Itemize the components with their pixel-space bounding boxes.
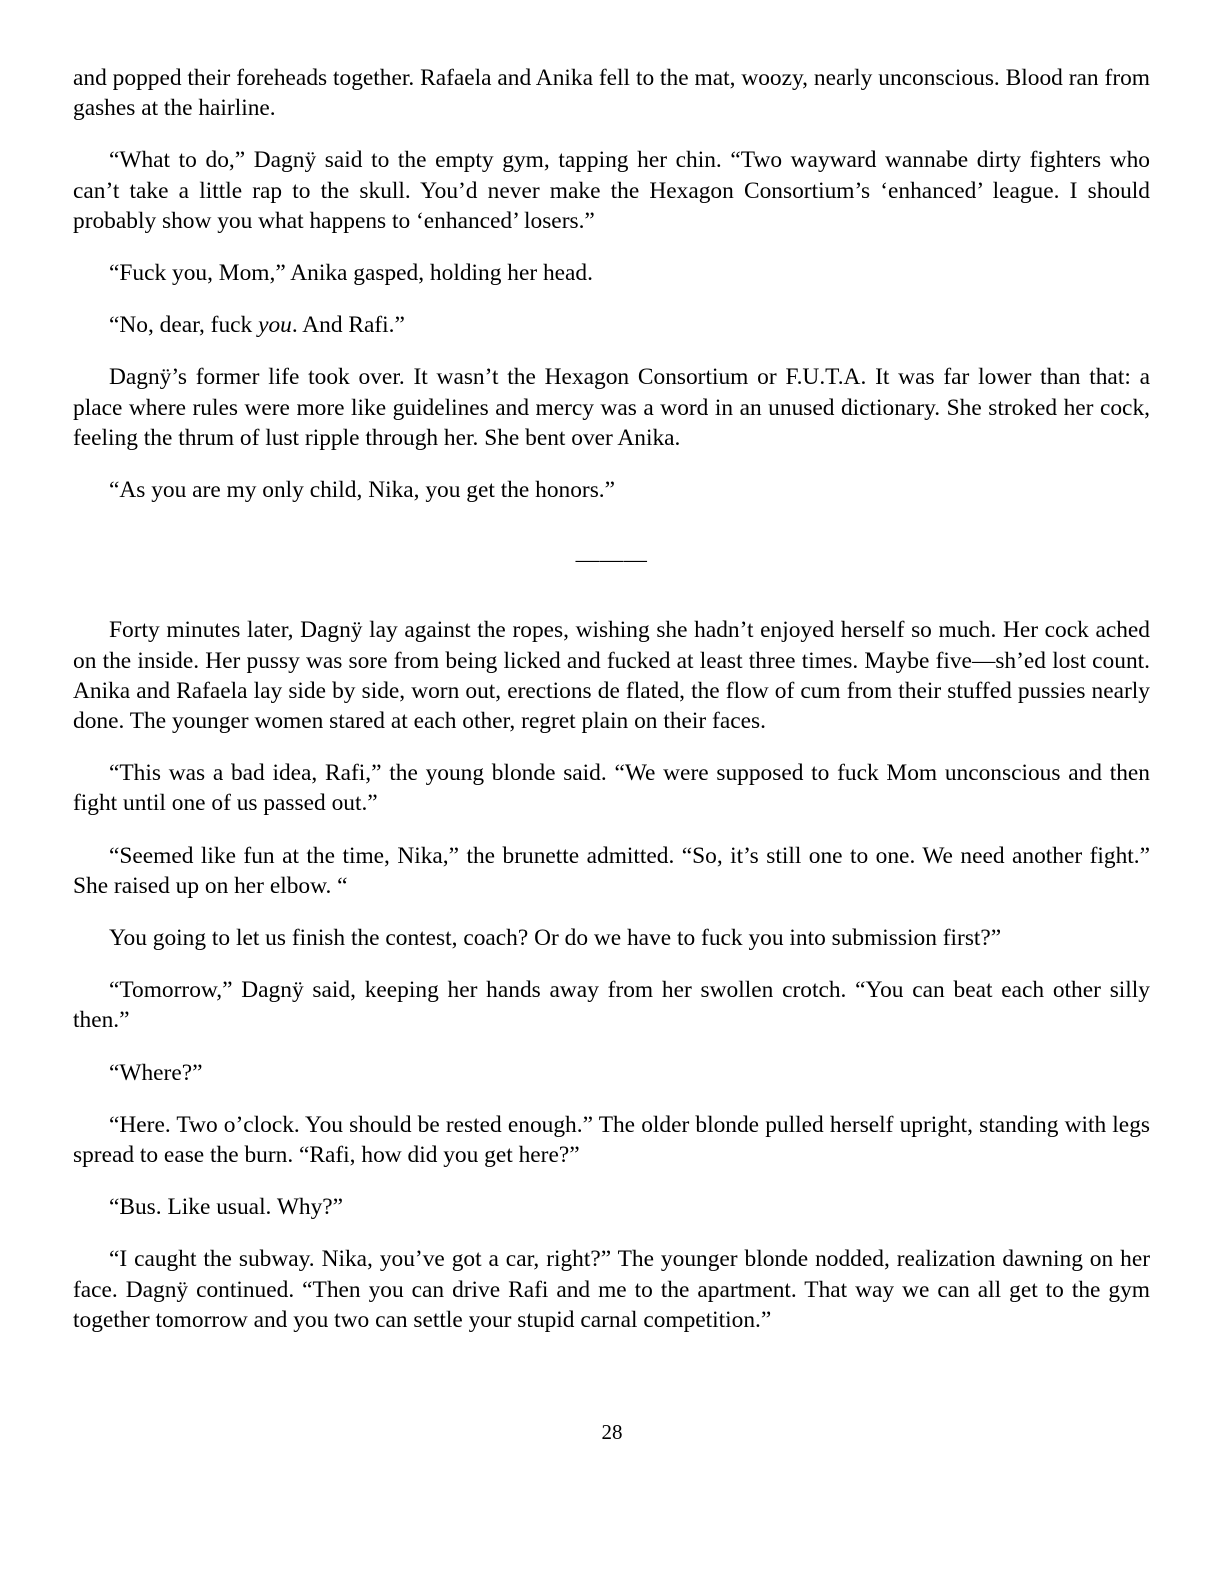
paragraph: You going to let us finish the contest, coach? Or do we have to fuck you into submission first?” <box>109 925 1002 952</box>
body-text-column <box>73 63 1150 1335</box>
paragraph: “Where?” <box>109 1059 203 1086</box>
paragraph-with-emphasis <box>73 310 1150 340</box>
body-block-before-break <box>73 63 1150 505</box>
paragraph: “I caught the subway. Nika, you’ve got a car, right?” The younger blonde nodded, realization dawning on her face. Dagnÿ continued. “Then you can drive Rafi and me to the apartment. That way we can all get to the gym together tomorrow and you two can settle your stupid carnal competition.” <box>73 1246 1150 1333</box>
scene-break-separator <box>73 545 1150 575</box>
paragraph: Forty minutes later, Dagnÿ lay against the ropes, wishing she hadn’t enjoyed herself so much. Her cock ached on the inside. Her pussy was sore from being licked and fucked at least three times. Maybe five—sh’ed lost count. Anika and Rafaela lay side by side, worn out, erections de flated, the flow of cum from their stuffed pussies nearly done. The younger women stared at each other, regret plain on their faces. <box>73 617 1150 735</box>
paragraph: Dagnÿ’s former life took over. It wasn’t the Hexagon Consortium or F.U.T.A. It was far lower than that: a place where rules were more like guidelines and mercy was a word in an unused dictionary. She stroked her cock, feeling the thrum of lust ripple through her. She bent over Anika. <box>73 364 1150 451</box>
scene-break-dashes: ——— <box>575 547 648 574</box>
paragraph: “Fuck you, Mom,” Anika gasped, holding her head. <box>109 260 593 287</box>
paragraph: “Seemed like fun at the time, Nika,” the brunette admitted. “So, it’s still one to one. We need another fight.” She raised up on her elbow. “ <box>73 842 1150 899</box>
body-block-after-break <box>73 615 1150 1335</box>
paragraph: “What to do,” Dagnÿ said to the empty gym, tapping her chin. “Two wayward wannabe dirty fighters who can’t take a little rap to the skull. You’d never make the Hexagon Consortium’s ‘enhanced’ league. I should probably show you what happens to ‘enhanced’ losers.” <box>73 147 1150 234</box>
page-number: 28 <box>601 1420 623 1444</box>
paragraph: “Tomorrow,” Dagnÿ said, keeping her hands away from her swollen crotch. “You can beat each other silly then.” <box>73 977 1150 1034</box>
paragraph: “Bus. Like usual. Why?” <box>109 1194 344 1221</box>
paragraph-segment: “No, dear, fuck <box>109 312 259 339</box>
paragraph: “This was a bad idea, Rafi,” the young blonde said. “We were supposed to fuck Mom unconscious and then fight until one of us passed out.” <box>73 760 1150 817</box>
paragraph-segment: . And Rafi.” <box>291 312 405 339</box>
paragraph: “As you are my only child, Nika, you get the honors.” <box>109 477 616 504</box>
paragraph-segment-italic: you <box>258 312 292 339</box>
paragraph: and popped their foreheads together. Rafaela and Anika fell to the mat, woozy, nearly unconscious. Blood ran from gashes at the hairline. <box>73 65 1150 122</box>
paragraph: “Here. Two o’clock. You should be rested enough.” The older blonde pulled herself upright, standing with legs spread to ease the burn. “Rafi, how did you get here?” <box>73 1111 1150 1169</box>
